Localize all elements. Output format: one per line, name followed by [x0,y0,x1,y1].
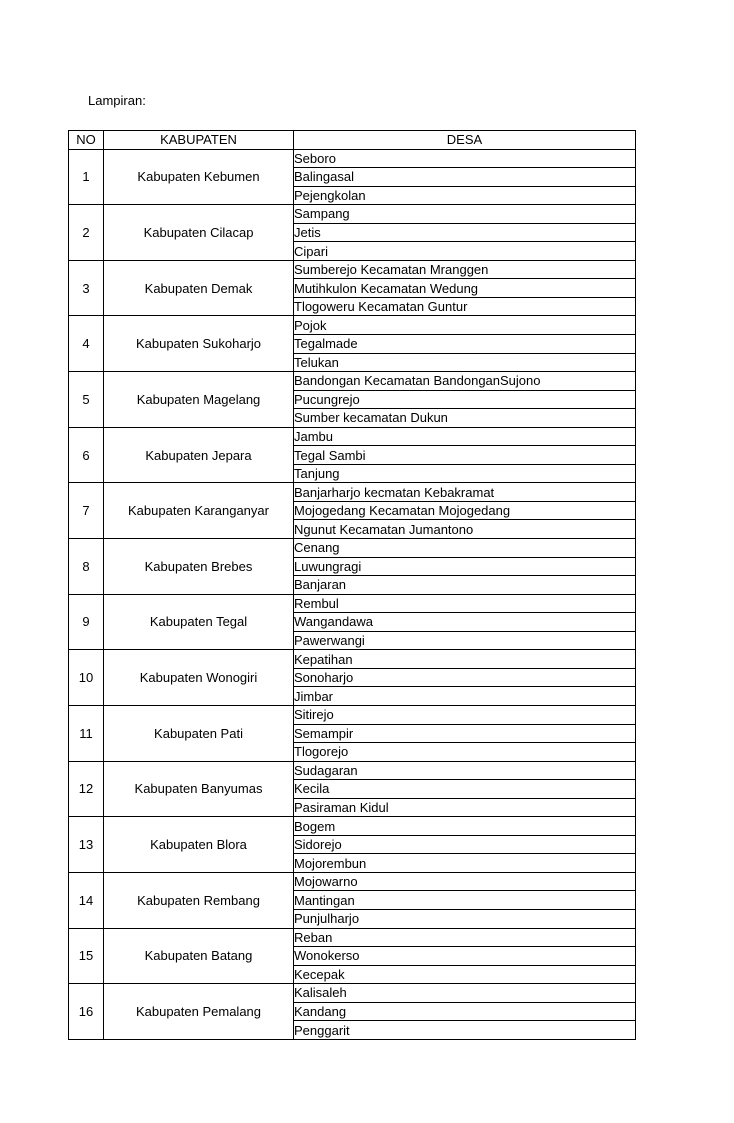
desa-name: Bandongan Kecamatan BandonganSujono [294,372,636,391]
table-row [69,260,636,279]
desa-name: Mantingan [294,891,636,910]
kabupaten-name: Kabupaten Kebumen [104,149,294,205]
table-row [69,872,636,891]
desa-name: Bogem [294,817,636,836]
desa-name: Telukan [294,353,636,372]
desa-name: Rembul [294,594,636,613]
row-number: 6 [69,427,104,483]
desa-name: Banjarharjo kecmatan Kebakramat [294,483,636,502]
kabupaten-name: Kabupaten Pemalang [104,984,294,1040]
header-kabupaten: KABUPATEN [104,131,294,150]
table-row [69,149,636,168]
table-row [69,427,636,446]
kabupaten-desa-table [68,130,636,1040]
desa-name: Tlogorejo [294,743,636,762]
desa-name: Pejengkolan [294,186,636,205]
kabupaten-name: Kabupaten Brebes [104,539,294,595]
row-number: 9 [69,594,104,650]
desa-name: Sumberejo Kecamatan Mranggen [294,260,636,279]
row-number: 4 [69,316,104,372]
desa-name: Tlogoweru Kecamatan Guntur [294,297,636,316]
row-number: 5 [69,372,104,428]
kabupaten-name: Kabupaten Jepara [104,427,294,483]
desa-name: Tegal Sambi [294,446,636,465]
table-row [69,984,636,1003]
desa-name: Mojowarno [294,872,636,891]
kabupaten-name: Kabupaten Banyumas [104,761,294,817]
desa-name: Sitirejo [294,705,636,724]
table-row [69,205,636,224]
desa-name: Tanjung [294,464,636,483]
desa-name: Penggarit [294,1021,636,1040]
row-number: 15 [69,928,104,984]
desa-name: Semampir [294,724,636,743]
desa-name: Sudagaran [294,761,636,780]
header-no: NO [69,131,104,150]
desa-name: Balingasal [294,168,636,187]
desa-name: Wonokerso [294,947,636,966]
desa-name: Pucungrejo [294,390,636,409]
desa-name: Kandang [294,1002,636,1021]
desa-name: Cipari [294,242,636,261]
kabupaten-name: Kabupaten Karanganyar [104,483,294,539]
desa-name: Seboro [294,149,636,168]
desa-name: Pasiraman Kidul [294,798,636,817]
desa-name: Mutihkulon Kecamatan Wedung [294,279,636,298]
desa-name: Sumber kecamatan Dukun [294,409,636,428]
kabupaten-name: Kabupaten Sukoharjo [104,316,294,372]
desa-name: Luwungragi [294,557,636,576]
row-number: 11 [69,705,104,761]
row-number: 13 [69,817,104,873]
desa-name: Jambu [294,427,636,446]
kabupaten-name: Kabupaten Demak [104,260,294,316]
desa-name: Kecepak [294,965,636,984]
table-row [69,372,636,391]
desa-name: Sampang [294,205,636,224]
row-number: 12 [69,761,104,817]
table-row [69,817,636,836]
table-row [69,761,636,780]
desa-name: Kepatihan [294,650,636,669]
kabupaten-name: Kabupaten Pati [104,705,294,761]
table-row [69,650,636,669]
row-number: 16 [69,984,104,1040]
desa-name: Mojogedang Kecamatan Mojogedang [294,501,636,520]
desa-name: Mojorembun [294,854,636,873]
desa-name: Sonoharjo [294,668,636,687]
kabupaten-name: Kabupaten Wonogiri [104,650,294,706]
kabupaten-name: Kabupaten Blora [104,817,294,873]
desa-name: Reban [294,928,636,947]
kabupaten-name: Kabupaten Magelang [104,372,294,428]
desa-name: Kalisaleh [294,984,636,1003]
kabupaten-name: Kabupaten Rembang [104,872,294,928]
kabupaten-name: Kabupaten Batang [104,928,294,984]
row-number: 1 [69,149,104,205]
table-header-row [69,131,636,150]
table-row [69,539,636,558]
desa-name: Pawerwangi [294,631,636,650]
row-number: 3 [69,260,104,316]
row-number: 10 [69,650,104,706]
table-row [69,316,636,335]
header-desa: DESA [294,131,636,150]
table-row [69,483,636,502]
table-body [69,149,636,1039]
table-row [69,594,636,613]
row-number: 8 [69,539,104,595]
row-number: 7 [69,483,104,539]
desa-name: Ngunut Kecamatan Jumantono [294,520,636,539]
desa-name: Banjaran [294,576,636,595]
desa-name: Punjulharjo [294,909,636,928]
kabupaten-name: Kabupaten Tegal [104,594,294,650]
table-row [69,705,636,724]
desa-name: Cenang [294,539,636,558]
table-row [69,928,636,947]
document-heading: Lampiran: [88,93,146,108]
desa-name: Jimbar [294,687,636,706]
row-number: 2 [69,205,104,261]
desa-name: Tegalmade [294,335,636,354]
desa-name: Jetis [294,223,636,242]
desa-name: Kecila [294,780,636,799]
kabupaten-name: Kabupaten Cilacap [104,205,294,261]
desa-name: Wangandawa [294,613,636,632]
desa-name: Sidorejo [294,835,636,854]
desa-name: Pojok [294,316,636,335]
row-number: 14 [69,872,104,928]
